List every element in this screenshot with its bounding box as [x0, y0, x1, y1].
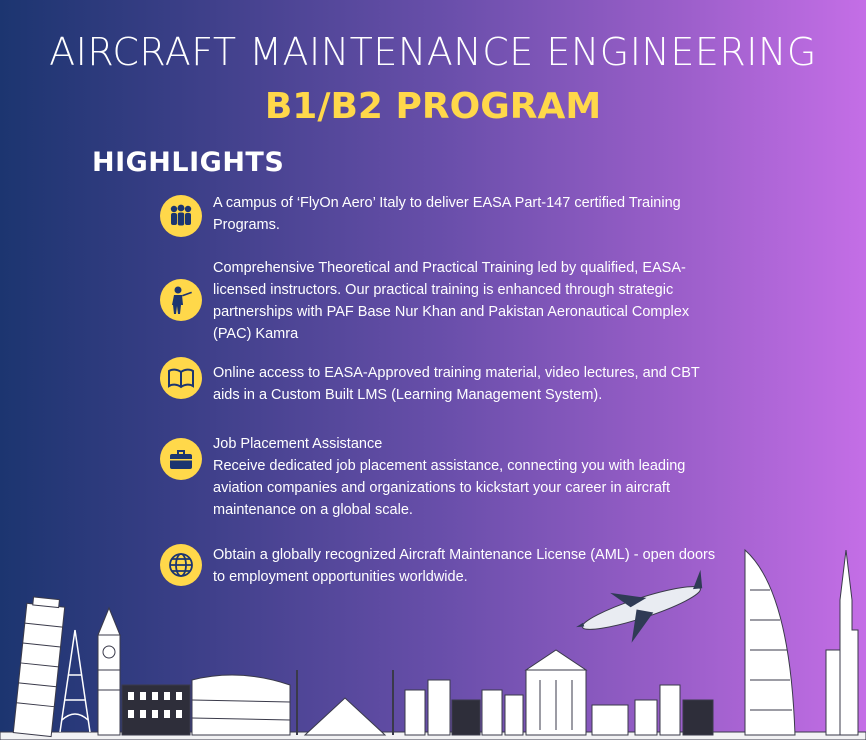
highlight-text: Comprehensive Theoretical and Practical Training led by qualified, EASA-licensed instructors. Our practical training is enhanced through strategic partnerships with PAF Base Nur Khan and Pakistan Aeronautical Complex (PAC) Kamra — [213, 260, 690, 342]
highlights-heading: HIGHLIGHTS — [92, 147, 285, 178]
highlight-heading: Job Placement Assistance — [213, 436, 383, 452]
highlight-text — [213, 433, 718, 521]
cathedral-icon — [526, 650, 586, 735]
instructor-icon — [160, 279, 202, 321]
airplane-icon — [569, 564, 715, 657]
program-subtitle: B1/B2 PROGRAM — [264, 86, 602, 127]
eiffel-tower-icon — [60, 630, 90, 732]
burj-al-arab-icon — [745, 550, 795, 735]
highlight-body: Receive dedicated job placement assistance, connecting you with leading aviation companies and organizations to kickstart your career in aircraft maintenance on a global scale. — [213, 458, 686, 518]
open-book-icon — [160, 357, 202, 399]
leaning-tower-icon — [13, 596, 65, 736]
page-title: AIRCRAFT MAINTENANCE ENGINEERING — [49, 30, 817, 74]
highlight-text: Obtain a globally recognized Aircraft Maintenance License (AML) - open doors to employment opportunities worldwide. — [213, 547, 716, 585]
highlight-text: A campus of ‘FlyOn Aero’ Italy to deliver EASA Part-147 certified Training Programs. — [213, 195, 681, 233]
skyline-illustration — [0, 530, 866, 740]
briefcase-icon — [160, 438, 202, 480]
big-ben-icon — [98, 608, 120, 735]
colosseum-icon — [192, 675, 290, 735]
faisal-mosque-icon — [297, 670, 393, 735]
burj-khalifa-icon — [826, 550, 858, 735]
highlight-text: Online access to EASA-Approved training material, video lectures, and CBT aids in a Custom Built LMS (Learning Management System). — [213, 365, 700, 403]
people-group-icon — [160, 195, 202, 237]
